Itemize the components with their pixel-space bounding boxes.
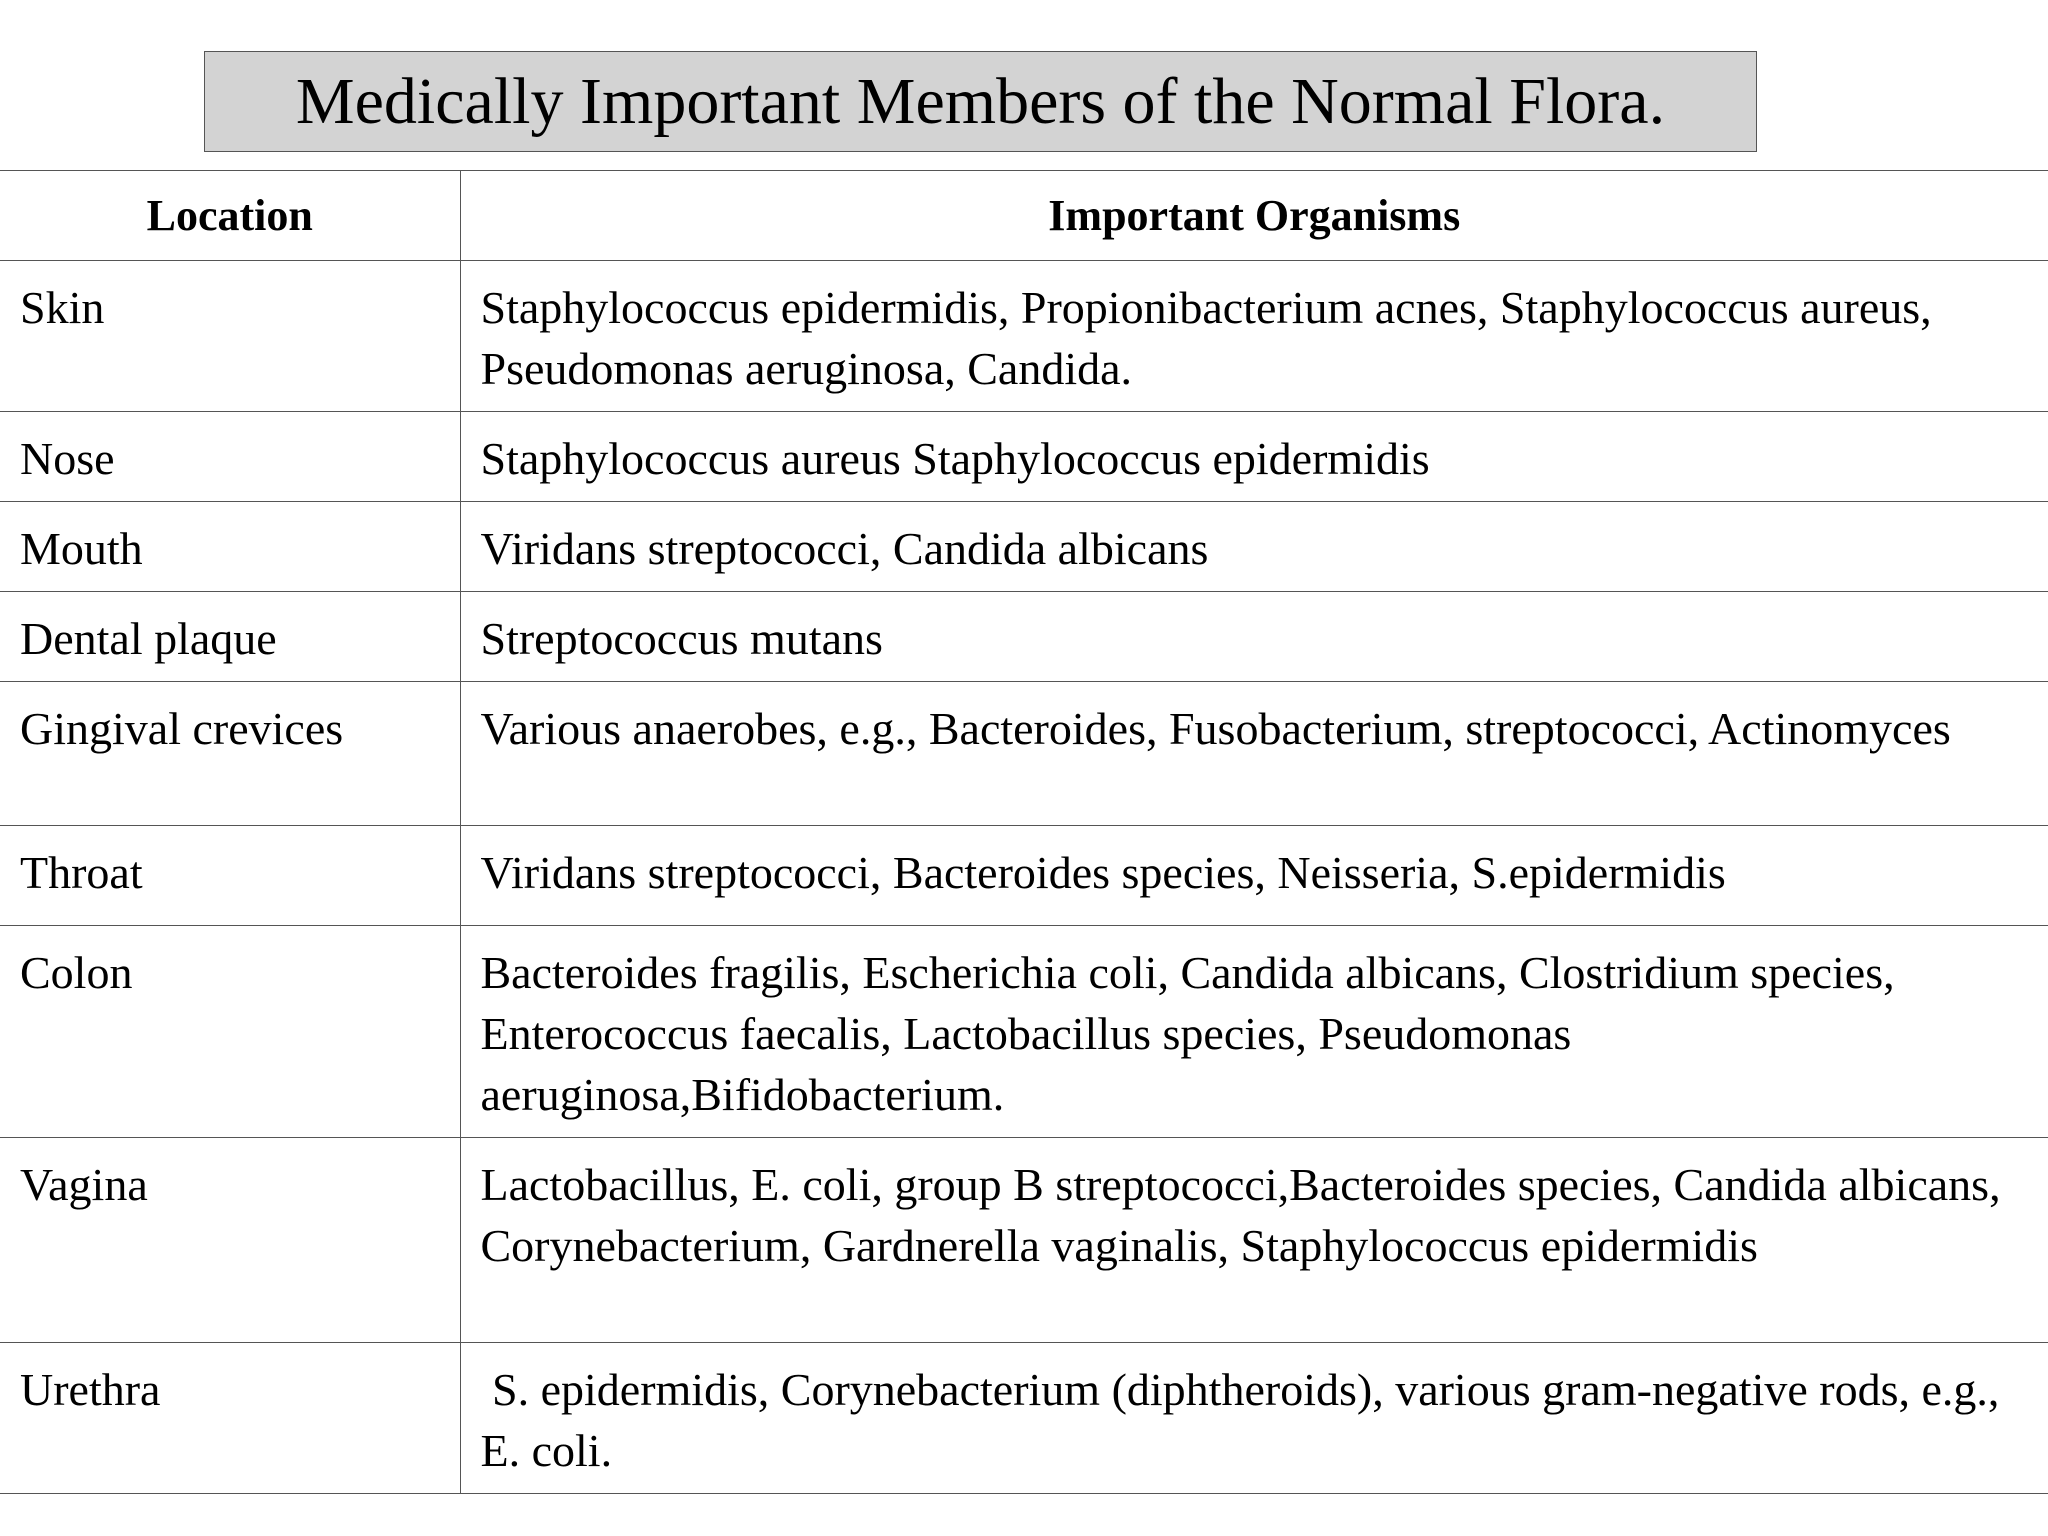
organisms-cell: Lactobacillus, E. coli, group B streptococci,Bacteroides species, Candida albicans, Corynebacterium, Gardnerella vaginalis, Staphylococcus epidermidis <box>460 1138 2048 1343</box>
table-row <box>0 412 2048 502</box>
organisms-cell: S. epidermidis, Corynebacterium (diphtheroids), various gram-negative rods, e.g., E. coli. <box>460 1343 2048 1494</box>
organisms-cell: Bacteroides fragilis, Escherichia coli, Candida albicans, Clostridium species, Enterococcus faecalis, Lactobacillus species, Pseudomonas aeruginosa,Bifidobacterium. <box>460 926 2048 1138</box>
organisms-cell: Various anaerobes, e.g., Bacteroides, Fusobacterium, streptococci, Actinomyces <box>460 682 2048 826</box>
table-row <box>0 826 2048 926</box>
location-cell: Skin <box>0 261 460 412</box>
table-header-row <box>0 171 2048 261</box>
location-cell: Gingival crevices <box>0 682 460 826</box>
table-row <box>0 682 2048 826</box>
location-cell: Vagina <box>0 1138 460 1343</box>
organisms-column-header: Important Organisms <box>460 171 2048 261</box>
title-banner <box>204 51 1757 152</box>
organisms-cell: Viridans streptococci, Bacteroides species, Neisseria, S.epidermidis <box>460 826 2048 926</box>
normal-flora-table <box>0 170 2048 1494</box>
page-title: Medically Important Members of the Normal Flora. <box>295 64 1666 138</box>
location-cell: Nose <box>0 412 460 502</box>
table-row <box>0 1343 2048 1494</box>
location-cell: Urethra <box>0 1343 460 1494</box>
table-row <box>0 502 2048 592</box>
table-row <box>0 261 2048 412</box>
location-cell: Mouth <box>0 502 460 592</box>
table-row <box>0 1138 2048 1343</box>
location-column-header: Location <box>0 171 460 261</box>
organisms-cell: Staphylococcus aureus Staphylococcus epidermidis <box>460 412 2048 502</box>
location-cell: Dental plaque <box>0 592 460 682</box>
location-cell: Throat <box>0 826 460 926</box>
organisms-cell: Staphylococcus epidermidis, Propionibacterium acnes, Staphylococcus aureus, Pseudomonas aeruginosa, Candida. <box>460 261 2048 412</box>
table-row <box>0 926 2048 1138</box>
organisms-cell: Viridans streptococci, Candida albicans <box>460 502 2048 592</box>
location-cell: Colon <box>0 926 460 1138</box>
table-row <box>0 592 2048 682</box>
organisms-cell: Streptococcus mutans <box>460 592 2048 682</box>
